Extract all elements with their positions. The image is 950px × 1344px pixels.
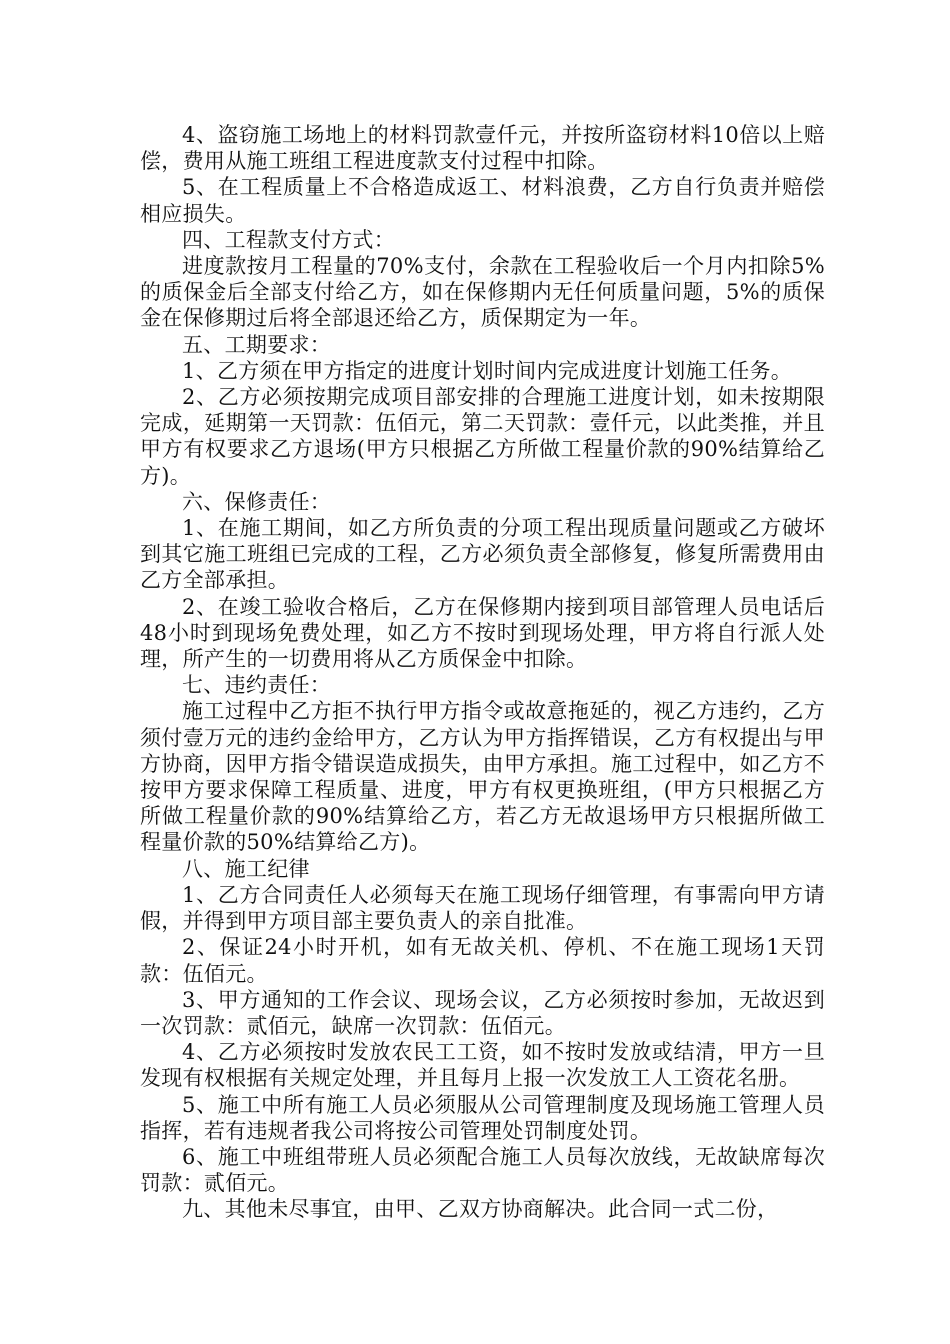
clause-schedule-2: 2、乙方必须按期完成项目部安排的合理施工进度计划，如未按期限完成，延期第一天罚款：伍佰元，第二天罚款：壹仟元，以此类推，并且甲方有权要求乙方退场(甲方只根据乙方所做工程量价款的90%结算给乙方)。: [140, 385, 825, 488]
clause-discipline-2: 2、保证24小时开机，如有无故关机、停机、不在施工现场1天罚款：伍佰元。: [140, 935, 825, 986]
clause-quality-rework: 5、在工程质量上不合格造成返工、材料浪费，乙方自行负责并赔偿相应损失。: [140, 175, 825, 226]
document-body: [140, 122, 825, 1223]
section-heading-breach: 七、违约责任：: [182, 673, 332, 698]
clause-warranty-1: 1、在施工期间，如乙方所负责的分项工程出现质量问题或乙方破坏到其它施工班组已完成的工程，乙方必须负责全部修复，修复所需费用由乙方全部承担。: [140, 516, 825, 593]
section-heading-other: 九、其他未尽事宜，由甲、乙双方协商解决。此合同一式二份，: [182, 1197, 779, 1222]
clause-schedule-1: 1、乙方须在甲方指定的进度计划时间内完成进度计划施工任务。: [182, 358, 793, 383]
clause-discipline-5: 5、施工中所有施工人员必须服从公司管理制度及现场施工管理人员指挥，若有违规者我公司将按公司管理处罚制度处罚。: [140, 1092, 825, 1143]
clause-warranty-2: 2、在竣工验收合格后，乙方在保修期内接到项目部管理人员电话后48小时到现场免费处理，如乙方不按时到现场处理，甲方将自行派人处理，所产生的一切费用将从乙方质保金中扣除。: [140, 594, 825, 672]
section-heading-warranty: 六、保修责任：: [182, 489, 332, 514]
clause-discipline-1: 1、乙方合同责任人必须每天在施工现场仔细管理，有事需向甲方请假，并得到甲方项目部主要负责人的亲自批准。: [140, 882, 825, 934]
clause-discipline-3: 3、甲方通知的工作会议、现场会议，乙方必须按时参加，无故迟到一次罚款：贰佰元，缺席一次罚款：伍佰元。: [140, 987, 825, 1038]
clause-discipline-4: 4、乙方必须按时发放农民工工资，如不按时发放或结清，甲方一旦发现有权根据有关规定处理，并且每月上报一次发放工人工资花名册。: [140, 1040, 825, 1091]
clause-discipline-6: 6、施工中班组带班人员必须配合施工人员每次放线，无故缺席每次罚款：贰佰元。: [140, 1144, 825, 1196]
clause-breach: 施工过程中乙方拒不执行甲方指令或故意拖延的，视乙方违约，乙方须付壹万元的违约金给甲方，乙方认为甲方指挥错误，乙方有权提出与甲方协商，因甲方指令错误造成损失，由甲方承担。施工过程中，如乙方不按甲方要求保障工程质量、进度，甲方有权更换班组，(甲方只根据乙方所做工程量价款的90%结算给乙方，若乙方无故退场甲方只根据所做工程量价款的50%结算给乙方)。: [140, 699, 825, 855]
section-heading-discipline: 八、施工纪律: [182, 856, 310, 881]
clause-theft-penalty: 4、盗窃施工场地上的材料罚款壹仟元，并按所盗窃材料10倍以上赔偿，费用从施工班组工程进度款支付过程中扣除。: [140, 123, 825, 174]
section-heading-payment: 四、工程款支付方式：: [182, 227, 395, 252]
clause-payment-terms: 进度款按月工程量的70%支付，余款在工程验收后一个月内扣除5%的质保金后全部支付给乙方，如在保修期内无任何质量问题，5%的质保金在保修期过后将全部退还给乙方，质保期定为一年。: [140, 254, 825, 331]
section-heading-schedule: 五、工期要求：: [182, 332, 332, 357]
